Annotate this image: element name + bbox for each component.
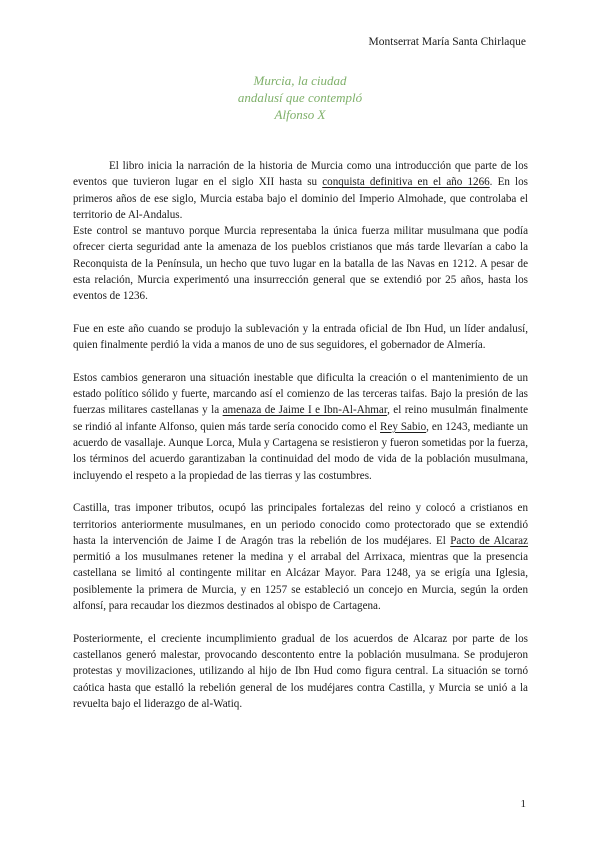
author-header: Montserrat María Santa Chirlaque	[368, 36, 526, 48]
paragraph-1: El libro inicia la narración de la historia de Murcia como una introducción que parte de los eventos que tuvieron lugar en el siglo XII hasta su conquista definitiva en el año 1266. En los primeros años de ese siglo, Murcia estaba bajo el dominio del Imperio Almohade, que controlaba el territorio de Al-Andalus.	[73, 160, 529, 221]
title-line-3: Alfonso X	[274, 107, 326, 122]
title-line-2: andalusí que contempló	[237, 90, 363, 105]
title-line-1: Murcia, la ciudad	[253, 73, 347, 88]
document-title	[0, 72, 600, 123]
paragraph-4: Estos cambios generaron una situación inestable que dificulta la creación o el mantenimiento de un estado político sólido y fuerte, marcando así el comienzo de las terceras taifas. Bajo la presión de las fuerzas militares castellanas y la amenaza de Jaime I e Ibn-Al-Ahmar, el reino musulmán finalmente se rindió al infante Alfonso, quien más tarde sería conocido como el Rey Sabio, en 1243, mediante un acuerdo de vasallaje. Aunque Lorca, Mula y Cartagena se resistieron y fueron sometidas por la fuerza, los términos del acuerdo garantizaban la continuidad del modo de vida de la población musulmana, incluyendo el respeto a la propiedad de las tierras y las costumbres.	[73, 371, 529, 482]
document-body	[73, 158, 528, 728]
link-rey-sabio[interactable]: Rey Sabio	[380, 420, 427, 433]
link-amenaza-jaime[interactable]: amenaza de Jaime I e Ibn-Al-Ahmar	[222, 404, 388, 417]
link-pacto-alcaraz[interactable]: Pacto de Alcaraz	[450, 534, 528, 547]
paragraph-3: Fue en este año cuando se produjo la sublevación y la entrada oficial de Ibn Hud, un líder andalusí, quien finalmente perdió la vida a manos de uno de sus seguidores, el gobernador de Almería.	[73, 322, 528, 352]
paragraph-5: Castilla, tras imponer tributos, ocupó las principales fortalezas del reino y colocó a cristianos en territorios anteriormente musulmanes, en un periodo conocido como protectorado que se extendió hasta la intervención de Jaime I de Aragón tras la rebelión de los mudéjares. El Pacto de Alcaraz permitió a los musulmanes retener la medina y el arrabal del Arrixaca, mientras que la presencia castellana se limitó al contingente militar en Alcázar Mayor. Para 1248, ya se erigía una Iglesia, posiblemente la primera de Murcia, y en 1257 se estableció un concejo en Murcia, según la orden alfonsí, para recaudar los diezmos destinados al obispo de Cartagena.	[73, 502, 528, 613]
paragraph-2: Este control se mantuvo porque Murcia representaba la única fuerza militar musulmana que podía ofrecer cierta seguridad ante la amenaza de los pueblos cristianos que más tarde llevarían a cabo la Reconquista de la Península, un hecho que tuvo lugar en la batalla de las Navas en 1212. A pesar de esta relación, Murcia experimentó una insurrección general que se extendió por 25 años, hasta los eventos de 1236.	[73, 225, 528, 303]
paragraph-6: Posteriormente, el creciente incumplimiento gradual de los acuerdos de Alcaraz por parte de los castellanos generó malestar, provocando descontento entre la población musulmana. Se produjeron protestas y movilizaciones, utilizando al hijo de Ibn Hud como figura central. La situación se tornó caótica hasta que estalló la rebelión general de los mudéjares contra Castilla, y Murcia se unió a la revuelta bajo el liderazgo de al-Watiq.	[73, 632, 528, 710]
link-conquista-definitiva[interactable]: conquista definitiva en el año 1266	[322, 176, 490, 189]
page-number: 1	[520, 798, 526, 810]
